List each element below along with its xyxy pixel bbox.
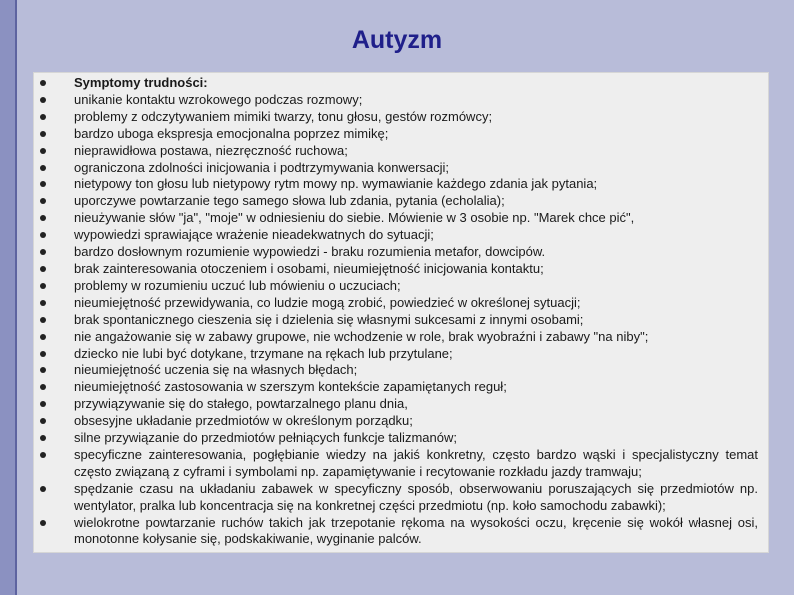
list-item-text: przywiązywanie się do stałego, powtarzalnego planu dnia, [74,396,408,412]
list-item-text: bardzo dosłownym rozumienie wypowiedzi - braku rozumienia metafor, dowcipów. [74,244,546,260]
list-item-text: obsesyjne układanie przedmiotów w określonym porządku; [74,413,413,429]
list-item-text: problemy w rozumieniu uczuć lub mówieniu o uczuciach; [74,277,401,293]
list-item [40,160,758,177]
list-item [40,227,758,244]
bullet-icon [40,97,46,103]
bullet-icon [40,300,46,306]
list-item-text: nietypowy ton głosu lub nietypowy rytm mowy np. wymawianie każdego zdania jak pytania; [74,176,598,192]
list-item-text: specyficzne zainteresowania, pogłębianie wiedzy na jakiś konkretny, często bardzo wąski i specjalistyczny temat często związaną z cyframi i symbolami np. zapamiętywanie i recytowanie rozkładu jazdy tramwaju; [74,446,758,479]
bullet-icon [40,334,46,340]
list-item-text: nie angażowanie się w zabawy grupowe, nie wchodzenie w role, brak wyobraźni i zabawy "na niby"; [74,328,649,344]
list-item [40,92,758,109]
bullet-icon [40,198,46,204]
list-item [40,379,758,396]
content-box [33,72,769,553]
list-item [40,430,758,447]
list-item [40,143,758,160]
list-item [40,346,758,363]
bullet-icon [40,435,46,441]
bullet-icon [40,266,46,272]
bullet-icon [40,486,46,492]
list-item-text: bardzo uboga ekspresja emocjonalna poprzez mimikę; [74,125,389,141]
list-item-text: unikanie kontaktu wzrokowego podczas rozmowy; [74,91,363,107]
bullet-icon [40,367,46,373]
list-item-text: nieumiejętność zastosowania w szerszym kontekście zapamiętanych reguł; [74,379,507,395]
list-item-text: nieumiejętność uczenia się na własnych błędach; [74,362,358,378]
list-item-text: uporczywe powtarzanie tego samego słowa lub zdania, pytania (echolalia); [74,193,505,209]
list-item [40,126,758,143]
list-item [40,447,758,481]
list-item-text: Symptomy trudności: [74,75,208,90]
list-item [40,176,758,193]
list-item-text: dziecko nie lubi być dotykane, trzymane na rękach lub przytulane; [74,345,453,361]
list-item [40,312,758,329]
list-item [40,396,758,413]
bullet-icon [40,215,46,221]
list-item [40,329,758,346]
list-item-text: spędzanie czasu na układaniu zabawek w specyficzny sposób, obserwowaniu poruszających się przedmiotów np. wentylator, pralka lub koncentracja się na konkretnej części przedmiotu (np. koło samochodu zabawki); [74,480,758,513]
bullet-icon [40,351,46,357]
list-item-text: nieumiejętność przewidywania, co ludzie mogą zrobić, powiedzieć w określonej sytuacji; [74,294,581,310]
bullet-icon [40,384,46,390]
slide-title: Autyzm [351,26,443,54]
bullet-icon [40,80,46,86]
bullet-list [40,75,758,548]
list-item [40,193,758,210]
list-item [40,481,758,515]
bullet-icon [40,165,46,171]
list-item [40,210,758,227]
list-item-text: brak spontanicznego cieszenia się i dzielenia się własnymi sukcesami z innymi osobami; [74,311,584,327]
list-item-text: nieużywanie słów "ja", "moje" w odniesieniu do siebie. Mówienie w 3 osobie np. "Marek chce pić", [74,210,635,226]
list-item [40,278,758,295]
bullet-icon [40,418,46,424]
bullet-icon [40,114,46,120]
list-item-text: wielokrotne powtarzanie ruchów takich jak trzepotanie rękoma na wysokości oczu, kręcenie się wokół własnej osi, monotonne kołysanie się, podskakiwanie, wyginanie palców. [74,514,758,547]
bullet-icon [40,283,46,289]
list-item [40,109,758,126]
bullet-icon [40,181,46,187]
bullet-icon [40,148,46,154]
list-item [40,261,758,278]
list-item [40,515,758,549]
bullet-icon [40,131,46,137]
list-item [40,75,758,92]
bullet-icon [40,317,46,323]
left-decorative-line [15,0,17,595]
list-item [40,244,758,261]
list-item [40,413,758,430]
list-item [40,295,758,312]
left-decorative-bar [0,0,15,595]
list-item-text: problemy z odczytywaniem mimiki twarzy, tonu głosu, gestów rozmówcy; [74,108,493,124]
list-item-text: wypowiedzi sprawiające wrażenie nieadekwatnych do sytuacji; [74,227,434,243]
list-item-text: ograniczona zdolności inicjowania i podtrzymywania konwersacji; [74,159,450,175]
bullet-icon [40,452,46,458]
bullet-icon [40,249,46,255]
bullet-icon [40,401,46,407]
list-item-text: nieprawidłowa postawa, niezręczność ruchowa; [74,142,348,158]
list-item-text: brak zainteresowania otoczeniem i osobami, nieumiejętność inicjowania kontaktu; [74,260,544,276]
list-item-text: silne przywiązanie do przedmiotów pełniących funkcje talizmanów; [74,430,457,446]
list-item [40,362,758,379]
bullet-icon [40,520,46,526]
bullet-icon [40,232,46,238]
